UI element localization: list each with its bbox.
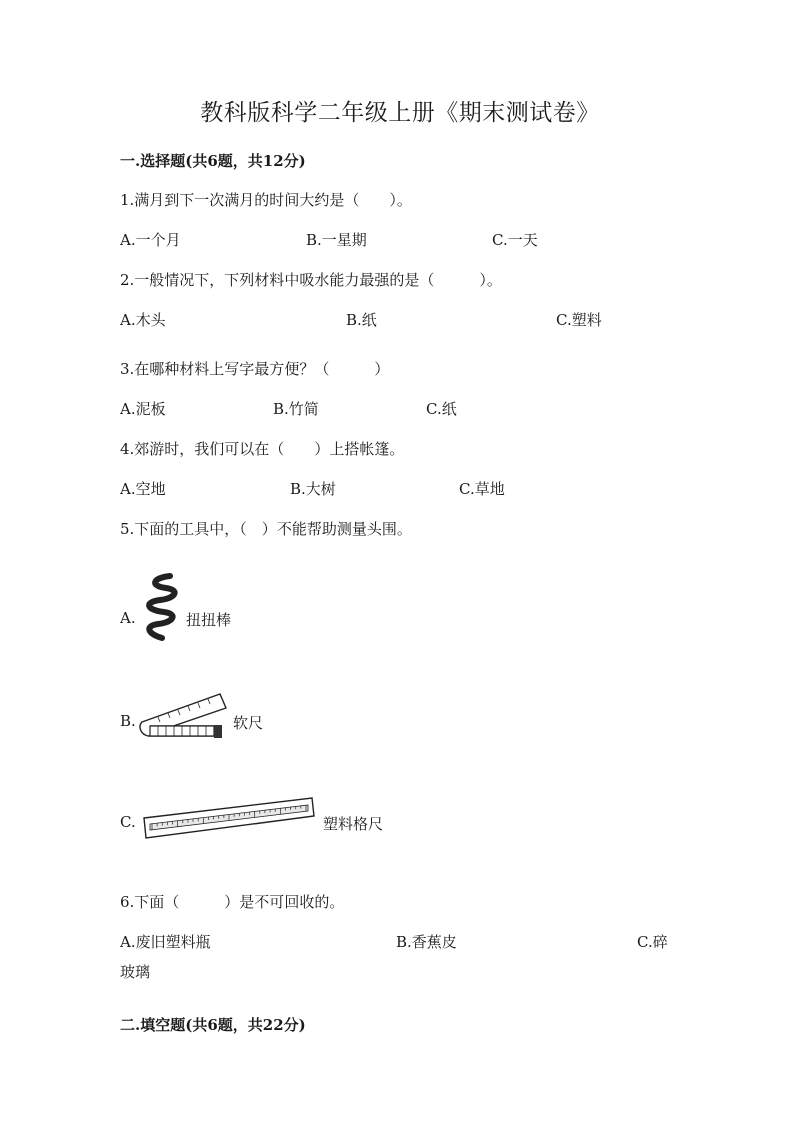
section-heading-fill: 二.填空题(共6题，共22分) [120, 1016, 306, 1034]
q5-option-c: C. [120, 813, 136, 831]
q6-option-c-wrap: 玻璃 [120, 963, 151, 981]
question-1: 1.满月到下一次满月的时间大约是（ ）。 [120, 191, 412, 209]
q3-option-a: A.泥板 [120, 400, 166, 418]
q6-option-a: A.废旧塑料瓶 [120, 933, 211, 951]
question-2: 2.一般情况下，下列材料中吸水能力最强的是（ ）。 [120, 271, 502, 289]
q1-option-a: A.一个月 [120, 231, 181, 249]
page-title: 教科版科学二年级上册《期末测试卷》 [200, 100, 600, 126]
tape-measure-icon [136, 688, 230, 744]
q2-option-a: A.木头 [120, 311, 166, 329]
question-4: 4.郊游时，我们可以在（ ）上搭帐篷。 [120, 440, 405, 458]
q1-option-b: B.一星期 [306, 231, 367, 249]
q3-option-b: B.竹简 [273, 400, 319, 418]
q6-option-c: C.碎 [637, 933, 668, 951]
pipe-cleaner-icon [140, 572, 182, 642]
q5-option-b-label: 软尺 [233, 714, 264, 732]
q5-option-a: A. [120, 609, 136, 627]
plastic-ruler-icon [140, 794, 316, 844]
q4-option-c: C.草地 [459, 480, 505, 498]
section-heading-choice: 一.选择题(共6题，共12分) [120, 152, 306, 170]
q4-option-b: B.大树 [290, 480, 336, 498]
question-3: 3.在哪种材料上写字最方便？（ ） [120, 360, 390, 378]
q5-option-b: B. [120, 712, 136, 730]
q2-option-c: C.塑料 [556, 311, 602, 329]
q3-option-c: C.纸 [426, 400, 457, 418]
q4-option-a: A.空地 [120, 480, 166, 498]
q6-option-b: B.香蕉皮 [396, 933, 457, 951]
q2-option-b: B.纸 [346, 311, 377, 329]
q5-option-c-label: 塑料格尺 [323, 815, 384, 833]
q1-option-c: C.一天 [492, 231, 538, 249]
q5-option-a-label: 扭扭棒 [186, 611, 232, 629]
question-6: 6.下面（ ）是不可回收的。 [120, 893, 345, 911]
question-5: 5.下面的工具中，（ ）不能帮助测量头围。 [120, 520, 412, 538]
